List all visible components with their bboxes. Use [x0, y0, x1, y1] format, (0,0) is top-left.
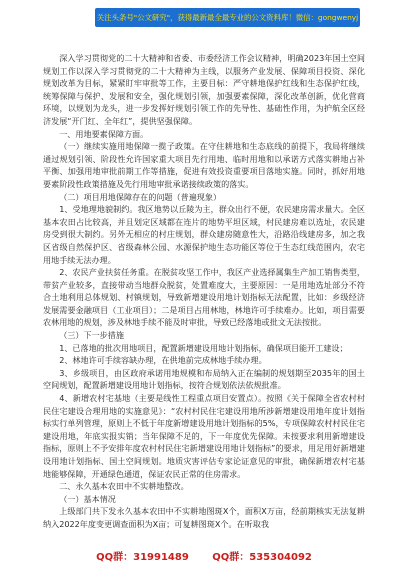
paragraph-step-1: 1、已落地的批次用地项目，配置新增建设用地计划指标，确保项目能开工建设；: [59, 342, 348, 353]
paragraph-step-2: 2、林地许可手续容缺办理，在供地前完成林地手续办理。: [59, 355, 267, 366]
paragraph-policy-continuation: （一）继续实施用地保障一揽子政策。在守住耕地和生态底线的前提下，我局将继续通过规划引领、阶段性允许国家重大项目先行用地、临时用地和以承诺方式落实耕地占补平衡、加强用地审批前期工作等措施，促进有效投资重要项目落地实施。同时，抓好用地要素阶段性政策措施及先行用地审批承诺接续政策的落实。: [43, 141, 365, 189]
section-heading-farmland: 二、永久基本农田中不实耕地整改。: [59, 481, 189, 492]
qq-group-2: QQ群：535304092: [212, 552, 312, 563]
qq-group-1: QQ群：31991489: [96, 552, 189, 563]
paragraph-industry-poverty: 2、农民产业扶贫任务重。在脱贫攻坚工作中，我区产业选择属集生产加工销售类型，带贫产业较多，直接带动当地群众脱贫，处置难度大，主要原因：一是用地选址部分不符合土地利用总体规划、村镇规划，导致新增建设用地计划指标无法配置，比如：乡级经济发展需要金融项目（工业项目）；二是项目占用林地，林地许可手续难办。比如，项目需要农林用地的规划，涉及林地手续不能及时审批，导致已经落地或批文无法按批。: [43, 267, 365, 328]
paragraph-step-3: 3、乡级项目，由区政府承诺用地规模和布局纳入正在编制的规划期至2035年的国土空间规划，配置新增建设用地计划指标，按符合规划依法依规批准。: [43, 367, 365, 391]
intro-paragraph: 深入学习贯彻党的二十大精神和省委、市委经济工作会议精神，明确2023年国土空间规划工作以深入学习贯彻党的二十大精神为主线，以服务产业发展、保障项目投资、深化规划改革为目标，紧紧盯牢审批等工作，主要目标：严守耕地保护红线和生态保护红线，统筹保障与保护、发展和安全，强化规划引领，加强要素保障，深化改革创新，优化营商环境，以规划为龙头，进一步发挥好规划引领工作的先导性、基础性作用，为护航全区经济发展“开门红、全年红”，提供坚强保障。: [43, 53, 365, 126]
paragraph-step-4: 4、新增农村宅基地（主要是线性工程重点项目安置点）。按照《关于保障全省农村村民住宅建设合理用地的实施意见》：“农村村民住宅建设用地所涉新增建设用地年度计划指标实行单列管理，原则上不低于年度新增建设用地计划指标的5%，专项保障农村村民住宅建设用地，年底实报实销；当年保障不足的，下一年度优先保障。未按要求利用新增建设指标，原则上不予安排年度农村村民住宅新增建设用地计划指标”的要求，用足用好新增建设用地计划指标、国土空间规划。地质灾害评估专家论证意见的审批，确保新增农村宅基地能够保障，开通绿色通道，保证农民正常的住房需求。: [43, 393, 365, 479]
subheading-next-steps: （三）下一步措施: [59, 330, 124, 341]
paragraph-terrain-constraint: 1、受地理地貌制约。我区地势以丘陵为主，群众出行不便，农民建房需求量大。全区基本农田占比较高，并且划定区域都在连片的地势平坦区域，村民建房难以选址，农民建房受到很大制约。另外无相应的村庄规划，群众建房随意性大，沿路沿线建房多，加之我区省级自然保护区、省级森林公园、水源保护地生态功能区等位于生态红线范围内，农宅用地手续无法办理。: [43, 204, 365, 265]
document-body: [43, 52, 365, 531]
footer-qq-groups: [0, 548, 408, 563]
subheading-basic-situation: （一）基本情况: [59, 493, 116, 504]
subheading-problems: （二）项目用地保障存在的问题（普遍现象）: [59, 191, 222, 202]
section-heading-land-guarantee: 一、用地要素保障方面。: [59, 128, 149, 139]
wechat-promo-banner: 关注头条号"公文研究"，获得最新最全最专业的公文资料库！微信：gongwenyj: [95, 8, 360, 27]
paragraph-basic-situation: 上级部门共下发永久基本农田中不实耕地图斑X个，面积X万亩，经前期核实无法复耕纳入2022年度变更调查面积为X亩；可复耕图斑X个。在听取我: [43, 506, 365, 529]
